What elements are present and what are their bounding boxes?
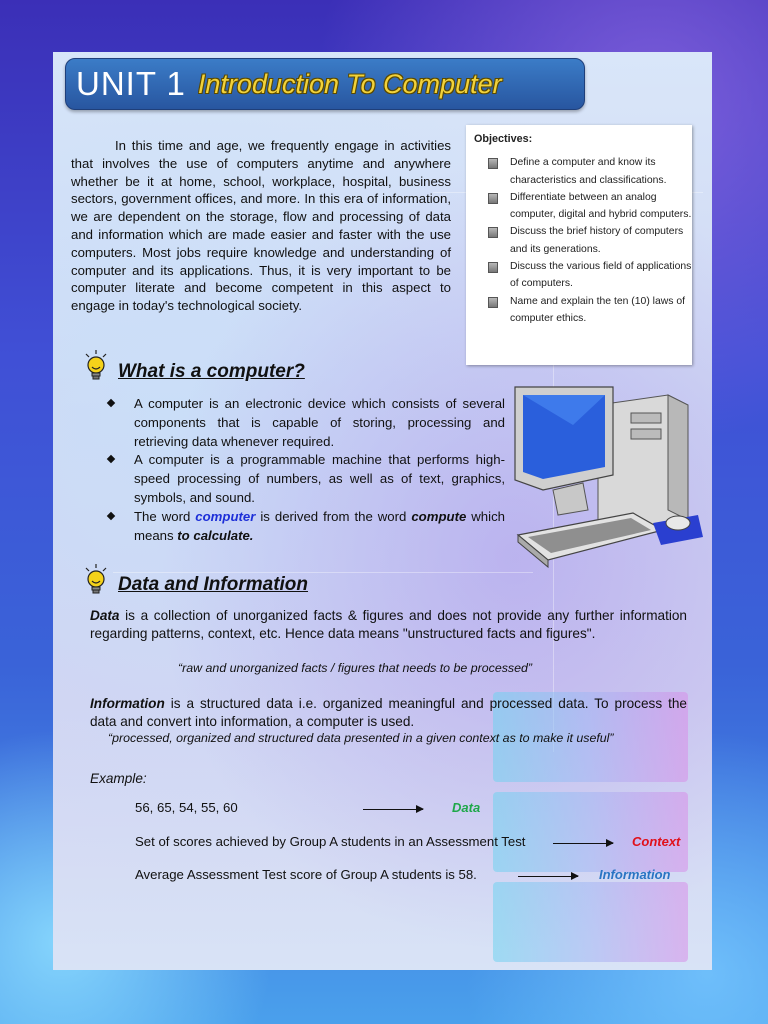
keyword-compute: compute [411,508,467,524]
decor-line [113,572,533,573]
bullet-icon [488,158,498,169]
diamond-bullet-icon [107,455,115,463]
computer-bullet-list [103,395,505,545]
example-label: Example: [90,771,147,786]
list-item: A computer is a programmable machine that performs high-speed processing of numbers, as well as of text, graphics, symbols, and sound. [103,451,505,507]
list-item: A computer is an electronic device which consists of several components that is capable of storing, processing and retrieving data whenever required. [103,395,505,451]
example-context-row: Set of scores achieved by Group A students in an Assessment Test [135,834,526,849]
objective-item: Differentiate between an analog computer, digital and hybrid computers. [488,189,692,224]
keyword-to-calculate: to calculate. [177,527,254,543]
term-information: Information [90,696,165,711]
arrow-icon [363,809,423,810]
list-item: The word computer is derived from the word compute which means to calculate. [103,508,505,546]
arrow-icon [553,843,613,844]
objectives-box [466,125,692,365]
bullet-icon [488,227,498,238]
heading-data-and-information: Data and Information [118,574,309,595]
objectives-title: Objectives: [474,133,533,145]
unit-title: Introduction To Computer [197,68,502,99]
information-quote: “processed, organized and structured data presented in a given context as to make it useful” [108,731,614,745]
tag-context: Context [632,834,681,849]
heading-what-is-computer: What is a computer? [118,361,305,382]
diamond-bullet-icon [107,512,115,520]
desktop-computer-icon [513,385,703,575]
unit-title-banner [65,58,585,110]
example-data-row: 56, 65, 54, 55, 60 [135,800,238,815]
term-data: Data [90,608,120,623]
example-information-row: Average Assessment Test score of Group A students is 58. [135,867,477,882]
tag-information: Information [599,867,671,882]
data-quote: “raw and unorganized facts / figures that needs to be processed” [178,661,533,675]
intro-paragraph: In this time and age, we frequently engage in activities that involves the use of computers anytime and anywhere whether be it at home, school, workplace, hospital, business sectors, government offices, and more. In this era of information, we are dependent on the storage, flow and processing of data and information which are made easier and faster with the use computers. Most jobs require knowledge and understanding of computer and its applications. Thus, it is very important to be computer literate and become competent in this aspect to engage in today's technological society. [71,138,451,314]
unit-number: UNIT 1 [76,65,186,102]
decor-server [493,792,688,872]
lightbulb-icon [83,564,109,598]
objective-item: Name and explain the ten (10) laws of computer ethics. [488,293,692,328]
tag-data: Data [452,800,481,815]
objective-item: Discuss the brief history of computers and its generations. [488,223,692,258]
objective-item: Define a computer and know its characteristics and classifications. [488,154,692,189]
document-page [53,52,712,970]
objectives-list [466,154,692,327]
bullet-icon [488,262,498,273]
arrow-icon [518,876,578,877]
lightbulb-icon [83,350,109,384]
bullet-icon [488,193,498,204]
information-definition: Information is a structured data i.e. organized meaningful and processed data. To process the data and convert into information, a computer is used. [90,696,687,730]
objective-item: Discuss the various field of applications of computers. [488,258,692,293]
bullet-icon [488,297,498,308]
data-definition: Data is a collection of unorganized facts & figures and does not provide any further information regarding patterns, context, etc. Hence data means "unstructured facts and figures". [90,608,687,642]
decor-server [493,882,688,962]
diamond-bullet-icon [107,399,115,407]
keyword-computer: computer [195,508,256,524]
